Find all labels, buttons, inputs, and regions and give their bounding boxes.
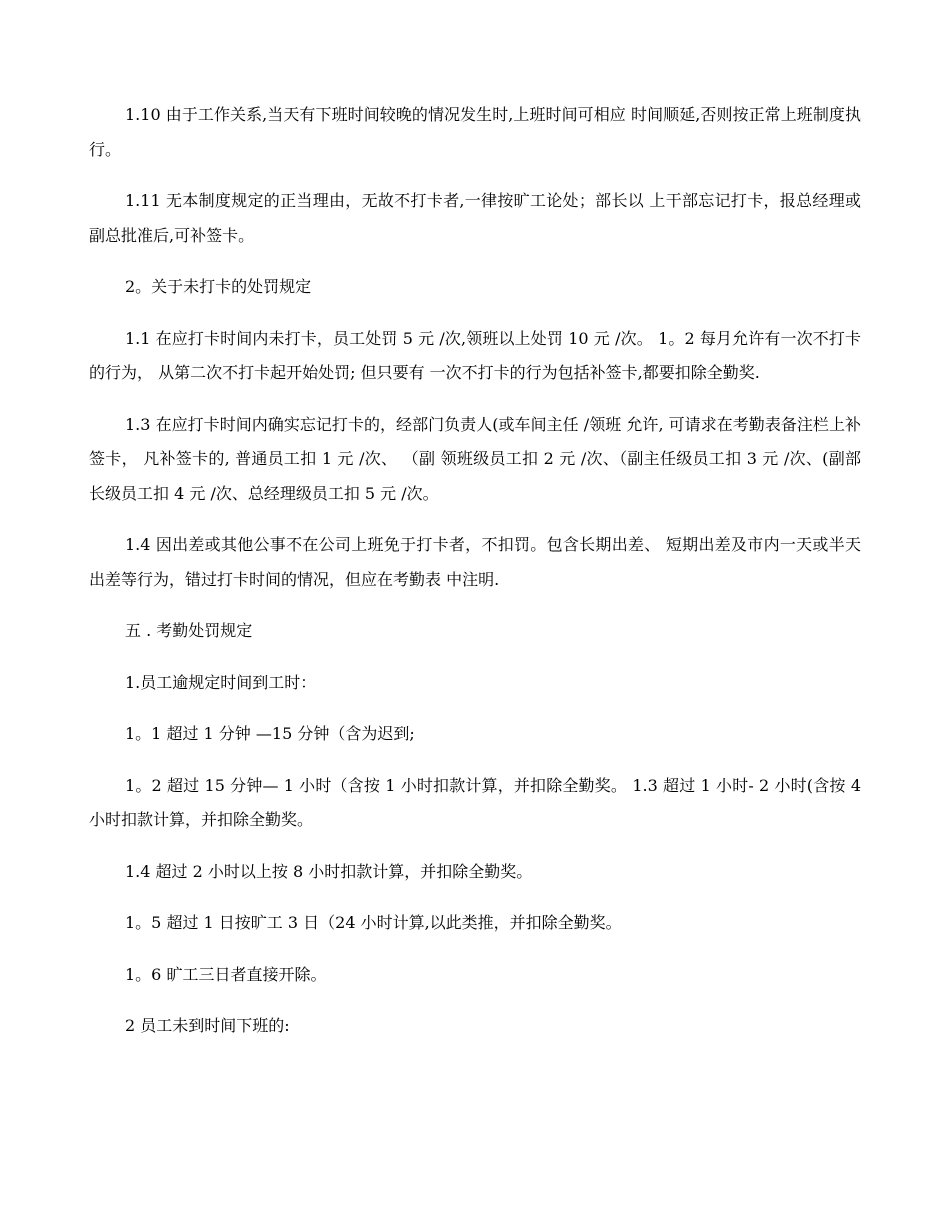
paragraph-late-over-1-day: 1。5 超过 1 日按旷工 3 日（24 小时计算,以此类推，并扣除全勤奖。	[125, 913, 622, 932]
paragraph-late-arrival: 1.员工逾规定时间到工时：	[125, 672, 317, 692]
paragraph-absent-3-days: 1。6 旷工三日者直接开除。	[125, 964, 327, 984]
paragraph-early-leave: 2 员工未到时间下班的:	[125, 1016, 290, 1035]
paragraph-late-15-minutes-2-hours: 1。2 超过 15 分钟— 1 小时（含按 1 小时扣款计算，并扣除全勤奖。 1.3 超过 1 小时- 2 小时(含按 4 小时扣款计算，并扣除全勤奖。	[89, 775, 861, 829]
paragraph-1-3-forgot-punch: 1.3 在应打卡时间内确实忘记打卡的，经部门负责人(或车间主任 /领班 允许, 可请求在考勤表备注栏上补签卡， 凡补签卡的, 普通员工扣 1 元 /次、 （副 领班级员工扣 2 元 /次、（副主任级员工扣 3 元 /次、(副部长级员工扣 4 元 /次、总经理级员工扣 5 元 /次。	[89, 414, 861, 503]
document-page	[89, 98, 861, 1061]
paragraph-1-10: 1.10 由于工作关系,当天有下班时间较晚的情况发生时,上班时间可相应 时间顺延,否则按正常上班制度执行。	[89, 105, 861, 159]
paragraph-1-11: 1.11 无本制度规定的正当理由，无故不打卡者,一律按旷工论处；部长以 上干部忘记打卡，报总经理或副总批准后,可补签卡。	[89, 191, 861, 245]
paragraph-late-over-2-hours: 1.4 超过 2 小时以上按 8 小时扣款计算，并扣除全勤奖。	[125, 861, 533, 881]
paragraph-late-1-15-minutes: 1。1 超过 1 分钟 —15 分钟（含为迟到;	[125, 724, 415, 743]
paragraph-1-4-business-trip: 1.4 因出差或其他公事不在公司上班免于打卡者，不扣罚。包含长期出差、 短期出差及市内一天或半天出差等行为，错过打卡时间的情况，但应在考勤表 中注明.	[89, 535, 861, 589]
section-heading-missed-punch: 2。关于未打卡的处罚规定	[125, 277, 312, 296]
section-heading-attendance-penalty: 五 . 考勤处罚规定	[125, 621, 253, 640]
paragraph-1-1-missed-punch-penalty: 1.1 在应打卡时间内未打卡，员工处罚 5 元 /次,领班以上处罚 10 元 /次。 1。2 每月允许有一次不打卡的行为， 从第二次不打卡起开始处罚; 但只要有 一次不打卡的行为包括补签卡,都要扣除全勤奖.	[89, 328, 861, 382]
